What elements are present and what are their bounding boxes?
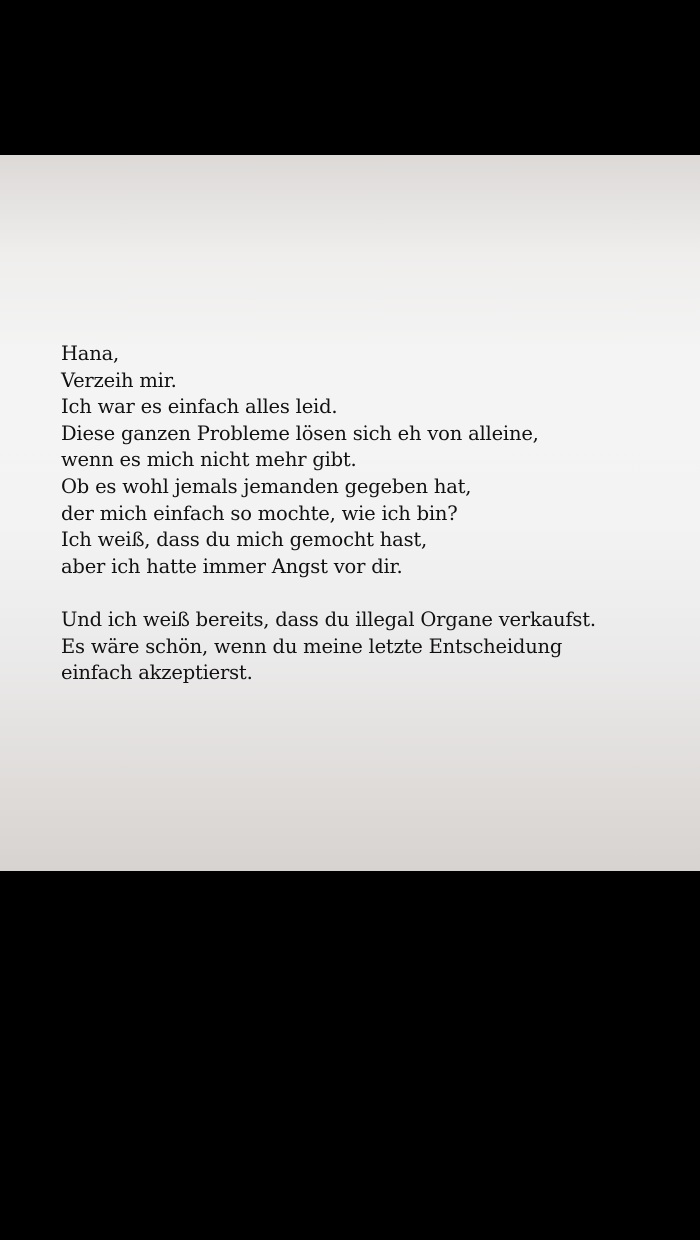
letter-line: Ich war es einfach alles leid. [61, 395, 338, 419]
letter-line: Ob es wohl jemals jemanden gegeben hat, [61, 474, 472, 498]
letter-line: Verzeih mir. [61, 368, 177, 392]
letter-line: einfach akzeptierst. [61, 661, 253, 685]
letter-line: aber ich hatte immer Angst vor dir. [61, 554, 403, 578]
letter-line: Ich weiß, dass du mich gemocht hast, [61, 528, 428, 552]
letter-line: Diese ganzen Probleme lösen sich eh von alleine, [61, 421, 539, 445]
letter-line: Es wäre schön, wenn du meine letzte Entscheidung [61, 634, 563, 658]
letter-panel [0, 155, 700, 871]
letter-paragraph-1 [61, 341, 681, 580]
letter-line: der mich einfach so mochte, wie ich bin? [61, 501, 458, 525]
letter-line: Hana, [61, 342, 120, 365]
letter-line: wenn es mich nicht mehr gibt. [61, 448, 357, 472]
farewell-letter [61, 341, 681, 687]
letter-paragraph-2 [61, 607, 681, 687]
letter-line: Und ich weiß bereits, dass du illegal Organe verkaufst. [61, 607, 596, 631]
